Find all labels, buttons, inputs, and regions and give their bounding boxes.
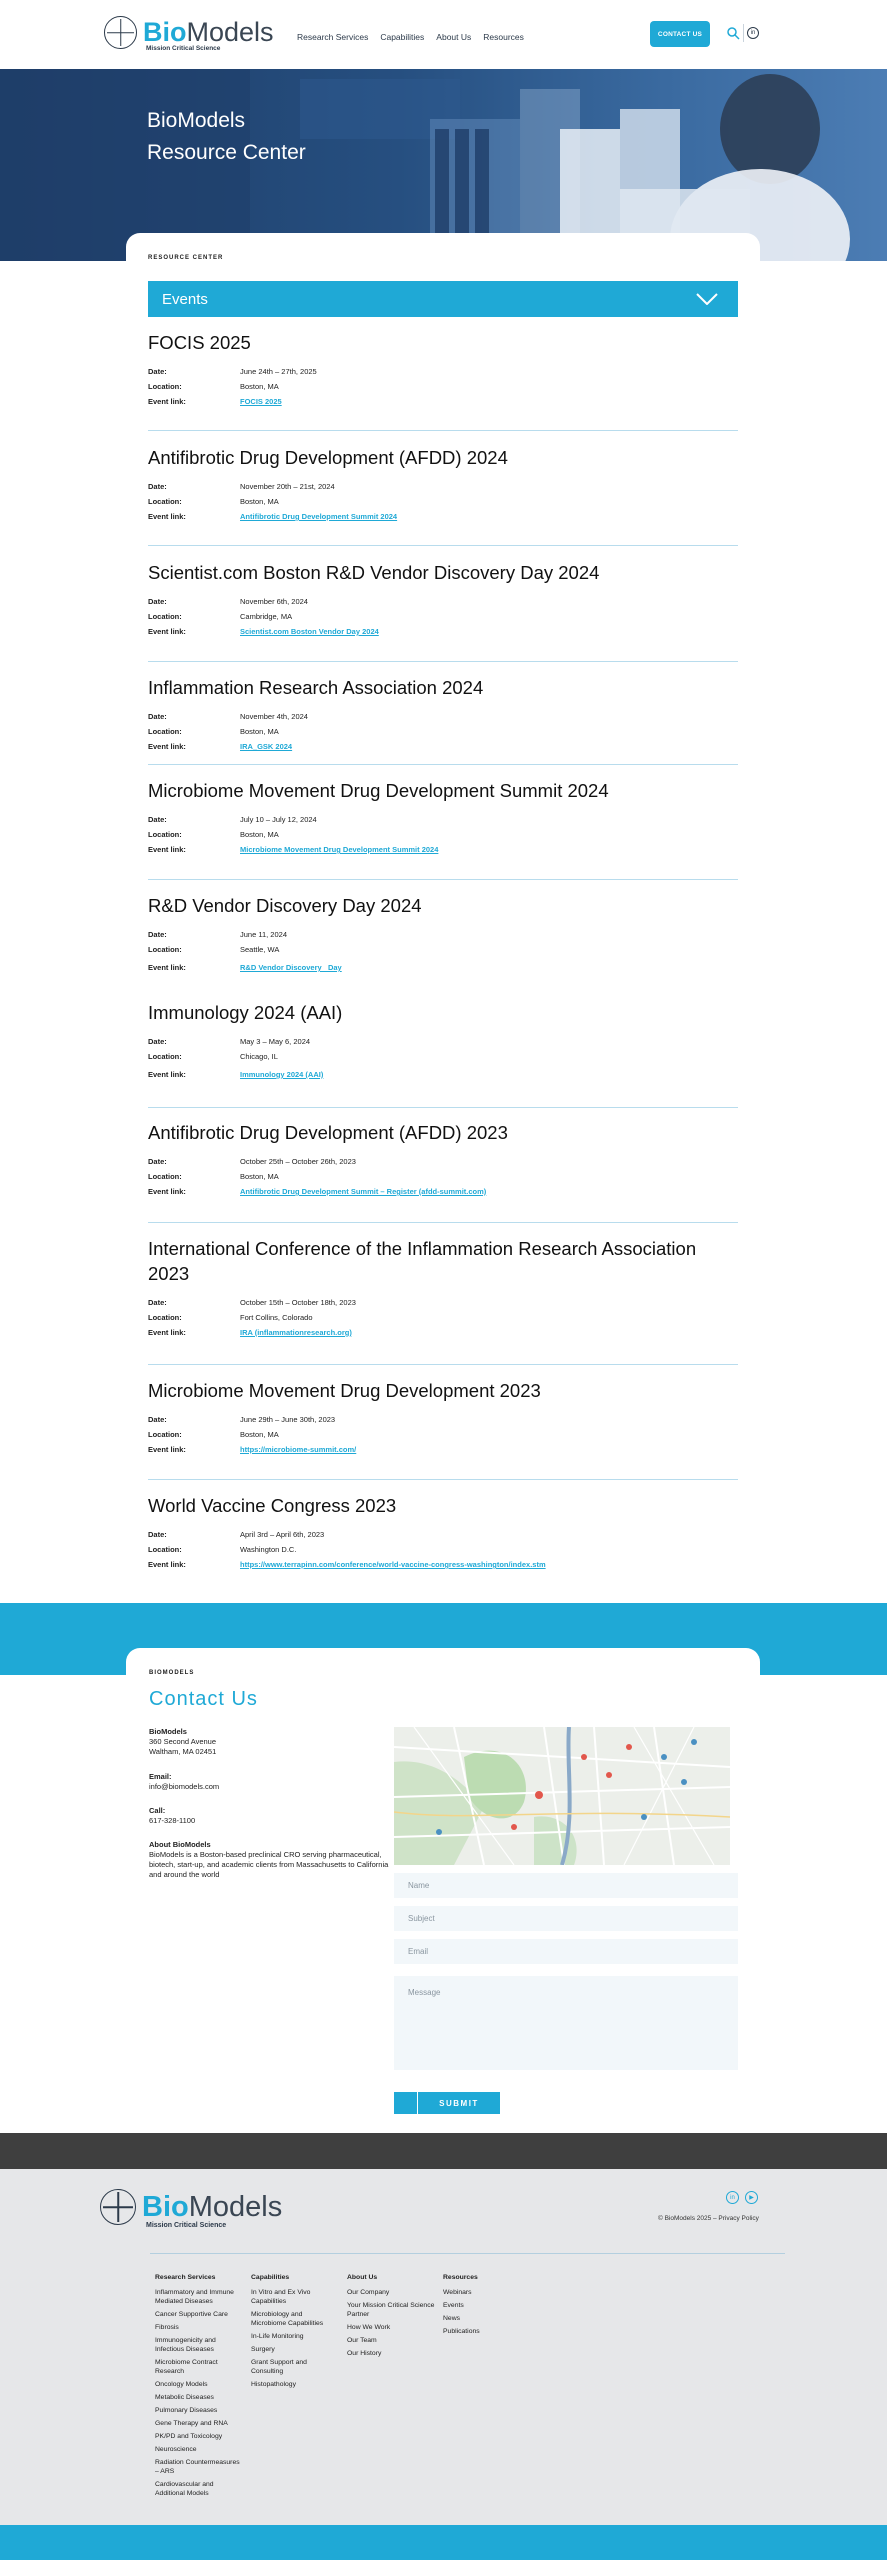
- event-separator: [148, 545, 738, 546]
- event-location: Boston, MA: [240, 497, 279, 506]
- date-label: Date:: [148, 597, 167, 606]
- nav-resources[interactable]: Resources: [483, 32, 524, 42]
- event-title: R&D Vendor Discovery Day 2024: [148, 895, 422, 916]
- chevron-down-icon: [696, 293, 718, 305]
- event-item: [148, 560, 738, 639]
- footer-link[interactable]: PK/PD and Toxicology: [155, 2433, 223, 2440]
- events-accordion-toggle[interactable]: [148, 281, 738, 317]
- event-title: Microbiome Movement Drug Development 2023: [148, 1380, 541, 1401]
- logo-models: Models: [188, 2190, 283, 2223]
- events-bar-label: Events: [162, 290, 208, 308]
- event-title: Inflammation Research Association 2024: [148, 677, 484, 698]
- event-title: Microbiome Movement Drug Development Summit 2024: [148, 780, 609, 801]
- event-link-label: Event link:: [148, 742, 186, 751]
- event-location: Washington D.C.: [240, 1545, 297, 1554]
- event-title: World Vaccine Congress 2023: [148, 1495, 397, 1516]
- about-block: [149, 1840, 389, 1880]
- event-link-label: Event link:: [148, 1445, 186, 1454]
- date-label: Date:: [148, 1530, 167, 1539]
- event-link-label: Event link:: [148, 627, 186, 636]
- email-label: Email:: [149, 1772, 172, 1781]
- footer-link[interactable]: News: [443, 2315, 460, 2322]
- logo-bio: Bio: [143, 17, 187, 47]
- contact-breadcrumb: BIOMODELS: [149, 1670, 195, 1676]
- event-separator: [148, 1222, 738, 1223]
- bottom-accent-band: [0, 2525, 887, 2560]
- footer-divider: [150, 2253, 785, 2254]
- event-link-label: Event link:: [148, 845, 186, 854]
- message-textarea[interactable]: [394, 1976, 738, 2070]
- nav-capabilities[interactable]: Capabilities: [380, 32, 425, 42]
- footer-column-research-services: [155, 2273, 243, 2502]
- footer-link[interactable]: Cardiovascular and Additional Models: [155, 2481, 214, 2497]
- location-label: Location:: [148, 1052, 182, 1061]
- breadcrumb: RESOURCE CENTER: [148, 255, 224, 261]
- event-link-label: Event link:: [148, 1070, 186, 1079]
- location-label: Location:: [148, 612, 182, 621]
- event-item: [148, 1120, 738, 1199]
- event-separator: [148, 879, 738, 880]
- nav-research-services[interactable]: Research Services: [297, 32, 369, 42]
- footer-logo[interactable]: [100, 2189, 283, 2229]
- location-label: Location:: [148, 830, 182, 839]
- event-location: Boston, MA: [240, 830, 279, 839]
- event-date: October 15th – October 18th, 2023: [240, 1298, 356, 1307]
- footer-column-resources: [443, 2273, 531, 2340]
- linkedin-icon[interactable]: in: [726, 2191, 739, 2204]
- event-title: International Conference of the Inflammation Research Association 2023: [148, 1238, 697, 1284]
- event-link-label: Event link:: [148, 397, 186, 406]
- site-header: [0, 0, 887, 69]
- about-label: About BioModels: [149, 1840, 211, 1849]
- footer-link[interactable]: Oncology Models: [155, 2381, 208, 2388]
- date-label: Date:: [148, 482, 167, 491]
- date-label: Date:: [148, 367, 167, 376]
- footer-link[interactable]: Metabolic Diseases: [155, 2394, 214, 2401]
- footer-link[interactable]: Your Mission Critical Science Partner: [347, 2302, 435, 2318]
- company-name: BioModels: [149, 1727, 187, 1736]
- footer-link[interactable]: Our Company: [347, 2289, 390, 2296]
- event-link[interactable]: https://microbiome-summit.com/: [240, 1445, 357, 1454]
- event-link[interactable]: Immunology 2024 (AAI): [240, 1070, 324, 1079]
- event-date: April 3rd – April 6th, 2023: [240, 1530, 325, 1539]
- date-label: Date:: [148, 1157, 167, 1166]
- footer-link[interactable]: Gene Therapy and RNA: [155, 2420, 228, 2427]
- event-date: June 24th – 27th, 2025: [240, 367, 317, 376]
- location-label: Location:: [148, 1545, 182, 1554]
- event-link[interactable]: R&D Vendor Discovery Day: [240, 963, 342, 972]
- event-title: FOCIS 2025: [148, 332, 251, 353]
- contact-us-button[interactable]: CONTACT US: [650, 21, 710, 47]
- event-item: [148, 778, 738, 857]
- footer-link[interactable]: Publications: [443, 2328, 480, 2335]
- event-separator: [148, 1107, 738, 1108]
- event-item: [148, 675, 738, 754]
- nav-about-us[interactable]: About Us: [436, 32, 472, 42]
- footer-column-about-us: [347, 2273, 435, 2362]
- event-separator: [148, 1479, 738, 1480]
- event-item: [148, 1000, 738, 1082]
- location-label: Location:: [148, 727, 182, 736]
- footer-link[interactable]: Inflammatory and Immune Mediated Diseases: [155, 2289, 234, 2305]
- footer-link[interactable]: In-Life Monitoring: [251, 2333, 304, 2340]
- footer-column-capabilities: [251, 2273, 339, 2393]
- subject-input[interactable]: [394, 1906, 738, 1931]
- email-input[interactable]: [394, 1939, 738, 1964]
- event-link[interactable]: https://www.terrapinn.com/conference/world-vaccine-congress-washington/index.stm: [240, 1560, 546, 1569]
- event-link-label: Event link:: [148, 963, 186, 972]
- event-item: [148, 330, 738, 409]
- event-link[interactable]: IRA_GSK 2024: [240, 742, 293, 751]
- event-title: Immunology 2024 (AAI): [148, 1002, 343, 1023]
- email-value[interactable]: info@biomodels.com: [149, 1782, 220, 1791]
- search-icon[interactable]: [726, 26, 740, 40]
- date-label: Date:: [148, 1037, 167, 1046]
- header-divider: [743, 24, 744, 42]
- event-date: October 25th – October 26th, 2023: [240, 1157, 356, 1166]
- event-link[interactable]: Microbiome Movement Drug Development Summit 2024: [240, 845, 439, 854]
- footer-link[interactable]: Cancer Supportive Care: [155, 2311, 228, 2318]
- footer-heading: About Us: [347, 2274, 378, 2281]
- location-label: Location:: [148, 382, 182, 391]
- footer-link[interactable]: Fibrosis: [155, 2324, 179, 2331]
- date-label: Date:: [148, 815, 167, 824]
- event-link-label: Event link:: [148, 1328, 186, 1337]
- location-label: Location:: [148, 1172, 182, 1181]
- main-nav: [297, 32, 524, 42]
- footer-heading: Research Services: [155, 2274, 216, 2281]
- event-location: Chicago, IL: [240, 1052, 278, 1061]
- logo-tagline: Mission Critical Science: [146, 2222, 227, 2229]
- event-location: Boston, MA: [240, 1172, 279, 1181]
- footer-link[interactable]: In Vitro and Ex Vivo Capabilities: [251, 2289, 311, 2305]
- logo-bio: Bio: [142, 2190, 189, 2223]
- date-label: Date:: [148, 712, 167, 721]
- footer-link[interactable]: Microbiology and Microbiome Capabilities: [251, 2311, 324, 2327]
- footer-link[interactable]: Grant Support and Consulting: [251, 2359, 307, 2375]
- linkedin-icon[interactable]: in: [747, 27, 759, 39]
- event-link-label: Event link:: [148, 1560, 186, 1569]
- youtube-icon[interactable]: ▶: [745, 2191, 758, 2204]
- location-label: Location:: [148, 1313, 182, 1322]
- date-label: Date:: [148, 1298, 167, 1307]
- crosshair-logo-icon: [100, 2189, 136, 2225]
- footer-link[interactable]: Immunogenicity and Infectious Diseases: [155, 2337, 216, 2353]
- email-block: [149, 1772, 219, 1792]
- event-item: [148, 893, 738, 975]
- copyright[interactable]: © BioModels 2025 – Privacy Policy: [658, 2215, 759, 2222]
- event-location: Boston, MA: [240, 1430, 279, 1439]
- event-link[interactable]: IRA (inflammationresearch.org): [240, 1328, 352, 1337]
- event-link[interactable]: Scientist.com Boston Vendor Day 2024: [240, 627, 379, 636]
- footer-link[interactable]: How We Work: [347, 2324, 391, 2331]
- event-separator: [148, 1364, 738, 1365]
- hero-title-line1: BioModels: [147, 109, 246, 132]
- crosshair-logo-icon: [104, 16, 137, 49]
- footer-link[interactable]: Radiation Countermeasures – ARS: [155, 2459, 240, 2475]
- event-link[interactable]: Antifibrotic Drug Development Summit 2024: [240, 512, 398, 521]
- event-location: Fort Collins, Colorado: [240, 1313, 313, 1322]
- site-logo[interactable]: [104, 16, 274, 52]
- event-date: November 6th, 2024: [240, 597, 308, 606]
- hero-title: [147, 105, 306, 169]
- event-item: [148, 1236, 738, 1340]
- logo-tagline: Mission Critical Science: [146, 45, 221, 52]
- event-separator: [148, 764, 738, 765]
- event-title: Scientist.com Boston R&D Vendor Discovery Day 2024: [148, 562, 600, 583]
- event-date: June 29th – June 30th, 2023: [240, 1415, 336, 1424]
- contact-title: Contact Us: [149, 1688, 258, 1710]
- event-title: Antifibrotic Drug Development (AFDD) 2023: [148, 1122, 508, 1143]
- event-location: Boston, MA: [240, 382, 279, 391]
- submit-button[interactable]: SUBMIT: [418, 2092, 500, 2114]
- footer-link[interactable]: Microbiome Contract Research: [155, 2359, 218, 2375]
- address-line2: Waltham, MA 02451: [149, 1747, 217, 1756]
- event-title: Antifibrotic Drug Development (AFDD) 2024: [148, 447, 508, 468]
- logo-models: Models: [186, 17, 274, 47]
- event-link[interactable]: Antifibrotic Drug Development Summit – Register (afdd-summit.com): [240, 1187, 487, 1196]
- footer-link[interactable]: Histopathology: [251, 2381, 296, 2388]
- arrow-icon[interactable]: [394, 2092, 418, 2114]
- footer-link[interactable]: Our History: [347, 2350, 382, 2357]
- name-input[interactable]: [394, 1873, 738, 1898]
- address-line1: 360 Second Avenue: [149, 1737, 217, 1746]
- footer-link[interactable]: Pulmonary Diseases: [155, 2407, 218, 2414]
- location-label: Location:: [148, 497, 182, 506]
- event-date: July 10 – July 12, 2024: [240, 815, 317, 824]
- event-date: June 11, 2024: [240, 930, 287, 939]
- date-label: Date:: [148, 1415, 167, 1424]
- phone-value[interactable]: 617-328-1100: [149, 1816, 196, 1825]
- submit-group: [394, 2092, 500, 2114]
- location-label: Location:: [148, 1430, 182, 1439]
- dark-band: [0, 2133, 887, 2169]
- event-item: [148, 1493, 738, 1572]
- event-separator: [148, 661, 738, 662]
- event-date: November 4th, 2024: [240, 712, 308, 721]
- address-block: [149, 1727, 216, 1757]
- footer-link[interactable]: Surgery: [251, 2346, 275, 2353]
- footer-link[interactable]: Neuroscience: [155, 2446, 197, 2453]
- event-item: [148, 1378, 738, 1457]
- call-label: Call:: [149, 1806, 166, 1815]
- hero-title-line2: Resource Center: [147, 141, 306, 164]
- event-separator: [148, 430, 738, 431]
- event-date: November 20th – 21st, 2024: [240, 482, 335, 491]
- event-location: Boston, MA: [240, 727, 279, 736]
- event-item: [148, 445, 738, 524]
- location-map[interactable]: [394, 1727, 730, 1865]
- footer-heading: Resources: [443, 2274, 478, 2281]
- footer-link[interactable]: Our Team: [347, 2337, 377, 2344]
- footer-link[interactable]: Events: [443, 2302, 464, 2309]
- date-label: Date:: [148, 930, 167, 939]
- event-location: Seattle, WA: [240, 945, 280, 954]
- event-link-label: Event link:: [148, 1187, 186, 1196]
- about-text: BioModels is a Boston-based preclinical CRO serving pharmaceutical, biotech, start-up, and academic clients from Massachusetts to California and around the world: [149, 1850, 389, 1879]
- event-link[interactable]: FOCIS 2025: [240, 397, 282, 406]
- phone-block: [149, 1806, 195, 1826]
- footer-heading: Capabilities: [251, 2274, 290, 2281]
- event-link-label: Event link:: [148, 512, 186, 521]
- event-location: Cambridge, MA: [240, 612, 293, 621]
- location-label: Location:: [148, 945, 182, 954]
- footer-link[interactable]: Webinars: [443, 2289, 472, 2296]
- event-date: May 3 – May 6, 2024: [240, 1037, 311, 1046]
